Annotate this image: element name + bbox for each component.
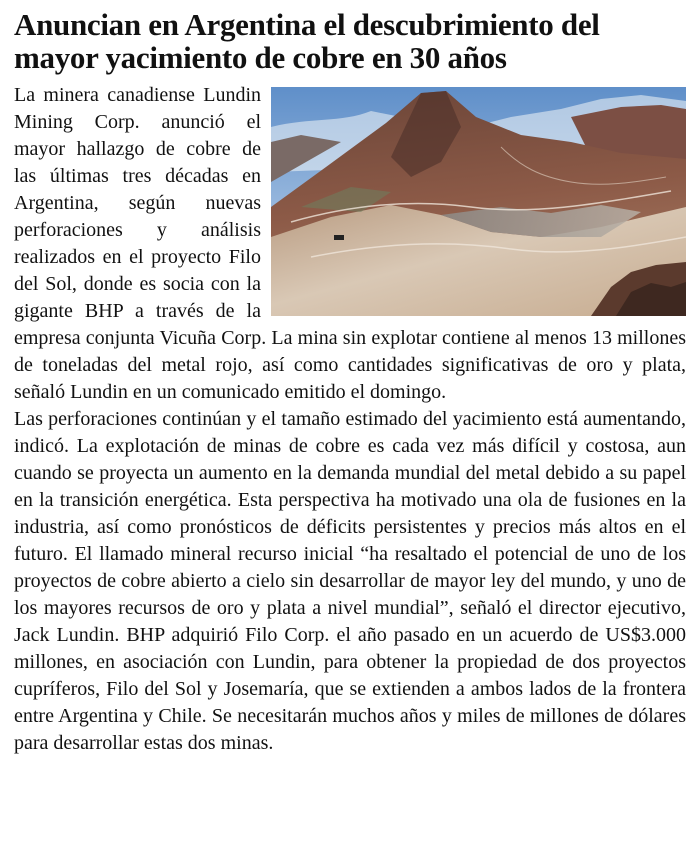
article-paragraph-1: La minera canadiense Lundin Mining Corp. anunció el mayor hallazgo de cobre de las últimas tres décadas en Argentina, según nuevas perforaciones y análisis realizados en el proyecto Filo del Sol, donde es socia con la gigante BHP a través de la empresa conjunta Vicuña Corp. La mina sin explotar contiene al menos 13 millones de toneladas del metal rojo, así como cantidades significativas de oro y plata, señaló Lundin en un comunicado emitido el domingo.	[14, 84, 686, 403]
mining-landscape-photo	[271, 87, 686, 316]
article-body	[14, 82, 686, 757]
article-headline: Anuncian en Argentina el descubrimiento del mayor yacimiento de cobre en 30 años	[14, 7, 600, 75]
article-paragraph-2: Las perforaciones continúan y el tamaño estimado del yacimiento está aumentando, indicó. La explotación de minas de cobre es cada vez más difícil y costosa, aun cuando se proyecta un aumento en la demanda mundial del metal debido a su papel en la transición energética. Esta perspectiva ha motivado una ola de fusiones en la industria, así como pronósticos de déficits persistentes y precios más altos en el futuro. El llamado mineral recurso inicial “ha resaltado el potencial de uno de los proyectos de cobre abierto a cielo sin desarrollar de mayor ley del mundo, y uno de los mayores recursos de oro y plata a nivel mundial”, señaló el director ejecutivo, Jack Lundin. BHP adquirió Filo Corp. el año pasado en un acuerdo de US$3.000 millones, en asociación con Lundin, para obtener la propiedad de dos proyectos cupríferos, Filo del Sol y Josemaría, que se extienden a ambos lados de la frontera entre Argentina y Chile. Se necesitarán muchos años y miles de millones de dólares para desarrollar estas dos minas.	[14, 408, 686, 754]
mining-vehicle	[334, 235, 344, 240]
news-article	[14, 8, 686, 757]
